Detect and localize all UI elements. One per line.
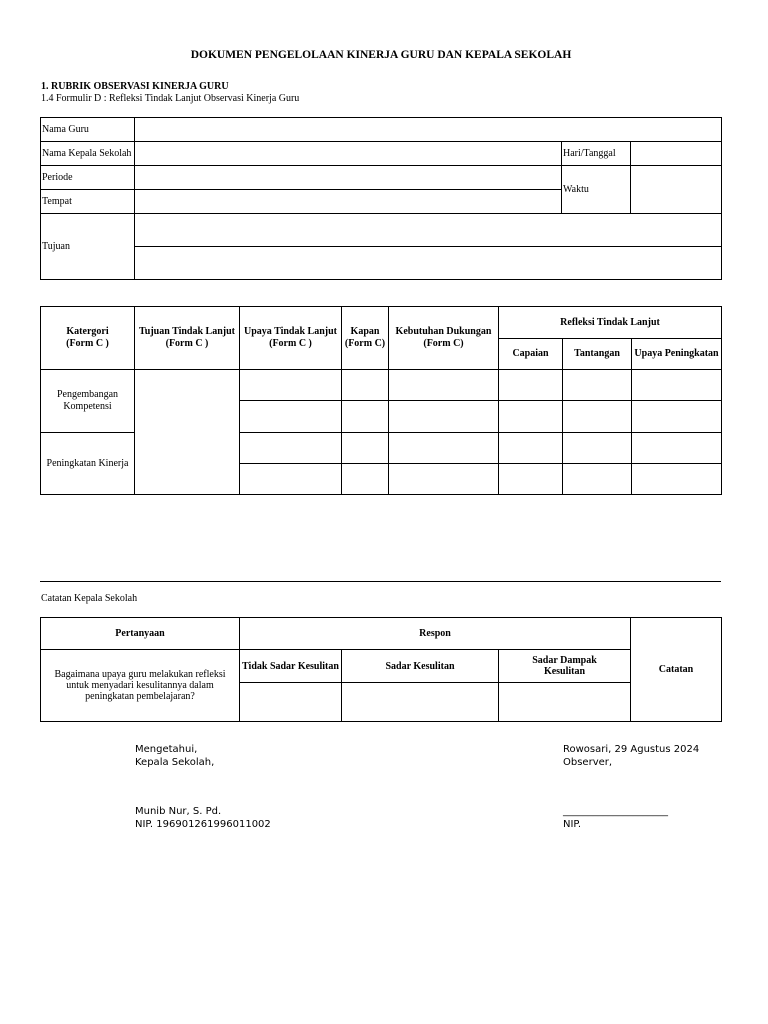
label-waktu: Waktu bbox=[562, 166, 631, 214]
table-cell[interactable] bbox=[342, 401, 389, 433]
signature-right bbox=[563, 744, 699, 831]
identity-table bbox=[40, 117, 722, 280]
section-subheading: 1.4 Formulir D : Refleksi Tindak Lanjut Observasi Kinerja Guru bbox=[41, 93, 300, 104]
table-cell[interactable] bbox=[499, 464, 563, 495]
table-cell[interactable] bbox=[389, 370, 499, 401]
table-cell[interactable] bbox=[563, 433, 632, 464]
signature-left-line1: Mengetahui, bbox=[135, 744, 198, 755]
signature-left-line2: Kepala Sekolah, bbox=[135, 756, 215, 768]
table-cell[interactable] bbox=[389, 464, 499, 495]
table-cell[interactable] bbox=[632, 433, 722, 464]
table-cell[interactable] bbox=[632, 464, 722, 495]
table-cell[interactable] bbox=[342, 433, 389, 464]
response-cell-sadar-dampak[interactable] bbox=[499, 683, 631, 722]
cell-tujuan-tindak-lanjut[interactable] bbox=[135, 370, 240, 495]
label-nama-kepala-sekolah: Nama Kepala Sekolah bbox=[41, 142, 135, 166]
signature-left bbox=[135, 744, 271, 831]
table-cell[interactable] bbox=[240, 370, 342, 401]
field-nama-kepala-sekolah[interactable] bbox=[135, 142, 562, 166]
field-tempat[interactable] bbox=[135, 190, 562, 214]
header-tidak-sadar-kesulitan: Tidak Sadar Kesulitan bbox=[240, 650, 342, 683]
signature-right-name-line: _____________________ bbox=[563, 806, 668, 817]
catatan-kepala-sekolah-label: Catatan Kepala Sekolah bbox=[41, 593, 138, 604]
row-kategori-pengembangan: Pengembangan Kompetensi bbox=[41, 370, 135, 433]
field-tujuan-2[interactable] bbox=[135, 247, 722, 280]
table-cell[interactable] bbox=[632, 370, 722, 401]
table-cell[interactable] bbox=[240, 401, 342, 433]
table-cell[interactable] bbox=[563, 370, 632, 401]
section-heading: 1. RUBRIK OBSERVASI KINERJA GURU bbox=[41, 81, 229, 92]
header-kapan: Kapan (Form C) bbox=[342, 307, 389, 370]
label-hari-tanggal: Hari/Tanggal bbox=[562, 142, 631, 166]
header-tujuan-tindak-lanjut: Tujuan Tindak Lanjut (Form C ) bbox=[135, 307, 240, 370]
field-hari-tanggal[interactable] bbox=[631, 142, 722, 166]
header-upaya-peningkatan: Upaya Peningkatan bbox=[632, 339, 722, 370]
document-title: DOKUMEN PENGELOLAAN KINERJA GURU DAN KEPALA SEKOLAH bbox=[190, 49, 572, 61]
table-cell[interactable] bbox=[342, 464, 389, 495]
label-tujuan: Tujuan bbox=[41, 214, 135, 280]
response-table bbox=[40, 617, 722, 722]
signature-right-nip: NIP. bbox=[563, 818, 582, 830]
signature-left-nip: NIP. 196901261996011002 bbox=[135, 818, 271, 830]
header-kategori: Katergori (Form C ) bbox=[41, 307, 135, 370]
field-waktu[interactable] bbox=[631, 166, 722, 214]
header-tantangan: Tantangan bbox=[563, 339, 632, 370]
question-text: Bagaimana upaya guru melakukan refleksi untuk menyadari kesulitannya dalam peningkatan pembelajaran? bbox=[41, 650, 240, 722]
label-nama-guru: Nama Guru bbox=[41, 118, 135, 142]
header-kebutuhan-dukungan: Kebutuhan Dukungan (Form C) bbox=[389, 307, 499, 370]
response-cell-tidak-sadar[interactable] bbox=[240, 683, 342, 722]
header-upaya-tindak-lanjut: Upaya Tindak Lanjut (Form C ) bbox=[240, 307, 342, 370]
header-sadar-dampak-kesulitan: Sadar Dampak Kesulitan bbox=[499, 650, 631, 683]
table-cell[interactable] bbox=[240, 433, 342, 464]
table-cell[interactable] bbox=[389, 433, 499, 464]
label-periode: Periode bbox=[41, 166, 135, 190]
signature-right-line1: Rowosari, 29 Agustus 2024 bbox=[563, 744, 700, 755]
table-cell[interactable] bbox=[499, 433, 563, 464]
signature-left-name: Munib Nur, S. Pd. bbox=[135, 806, 222, 817]
response-cell-sadar[interactable] bbox=[342, 683, 499, 722]
table-cell[interactable] bbox=[389, 401, 499, 433]
table-cell[interactable] bbox=[240, 464, 342, 495]
table-cell[interactable] bbox=[499, 370, 563, 401]
header-sadar-kesulitan: Sadar Kesulitan bbox=[342, 650, 499, 683]
field-periode[interactable] bbox=[135, 166, 562, 190]
table-cell[interactable] bbox=[632, 401, 722, 433]
row-kategori-peningkatan: Peningkatan Kinerja bbox=[41, 433, 135, 495]
field-tujuan-1[interactable] bbox=[135, 214, 722, 247]
divider bbox=[40, 581, 721, 582]
field-nama-guru[interactable] bbox=[135, 118, 722, 142]
header-respon: Respon bbox=[240, 618, 631, 650]
reflection-table bbox=[40, 306, 722, 495]
header-capaian: Capaian bbox=[499, 339, 563, 370]
table-cell[interactable] bbox=[563, 401, 632, 433]
header-catatan: Catatan bbox=[631, 618, 722, 722]
table-cell[interactable] bbox=[499, 401, 563, 433]
table-cell[interactable] bbox=[342, 370, 389, 401]
table-cell[interactable] bbox=[563, 464, 632, 495]
label-tempat: Tempat bbox=[41, 190, 135, 214]
header-pertanyaan: Pertanyaan bbox=[41, 618, 240, 650]
signature-right-line2: Observer, bbox=[563, 756, 613, 768]
header-refleksi-tindak-lanjut: Refleksi Tindak Lanjut bbox=[499, 307, 722, 339]
